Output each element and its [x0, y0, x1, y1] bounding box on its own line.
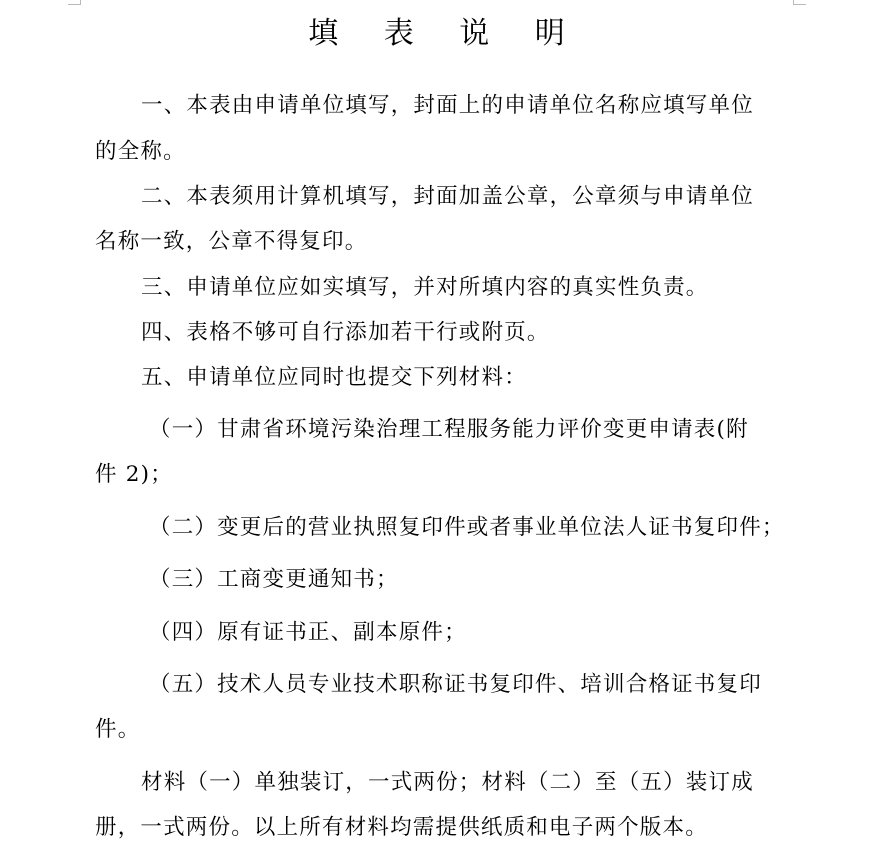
material-2: （二）变更后的营业执照复印件或者事业单位法人证书复印件；	[149, 515, 785, 540]
paragraph-5: 五、申请单位应同时也提交下列材料：	[141, 365, 527, 390]
material-5-line-2: 件。	[95, 717, 141, 742]
material-1-line-1: （一）甘肃省环境污染治理工程服务能力评价变更申请表(附	[149, 417, 749, 442]
material-3: （三）工商变更通知书；	[149, 567, 399, 592]
paragraph-1-line-2: 的全称。	[95, 139, 186, 164]
paragraph-1-line-1: 一、本表由申请单位填写，封面上的申请单位名称应填写单位	[141, 93, 754, 118]
document-title: 填 表 说 明	[308, 16, 583, 51]
page-corner-mark-left	[68, 0, 81, 5]
paragraph-2-line-1: 二、本表须用计算机填写，封面加盖公章，公章须与申请单位	[141, 184, 754, 209]
paragraph-3: 三、申请单位应如实填写，并对所填内容的真实性负责。	[141, 275, 709, 300]
binding-note-line-2: 册，一式两份。以上所有材料均需提供纸质和电子两个版本。	[95, 815, 708, 840]
material-4: （四）原有证书正、副本原件；	[149, 620, 467, 645]
material-5-line-1: （五）技术人员专业技术职称证书复印件、培训合格证书复印	[149, 672, 762, 697]
paragraph-2-line-2: 名称一致，公章不得复印。	[95, 229, 368, 254]
binding-note-line-1: 材料（一）单独装订，一式两份；材料（二）至（五）装订成	[141, 770, 754, 795]
paragraph-4: 四、表格不够可自行添加若干行或附页。	[141, 320, 550, 345]
page-corner-mark-right	[793, 0, 806, 5]
material-1-line-2: 件 2)；	[95, 462, 173, 487]
